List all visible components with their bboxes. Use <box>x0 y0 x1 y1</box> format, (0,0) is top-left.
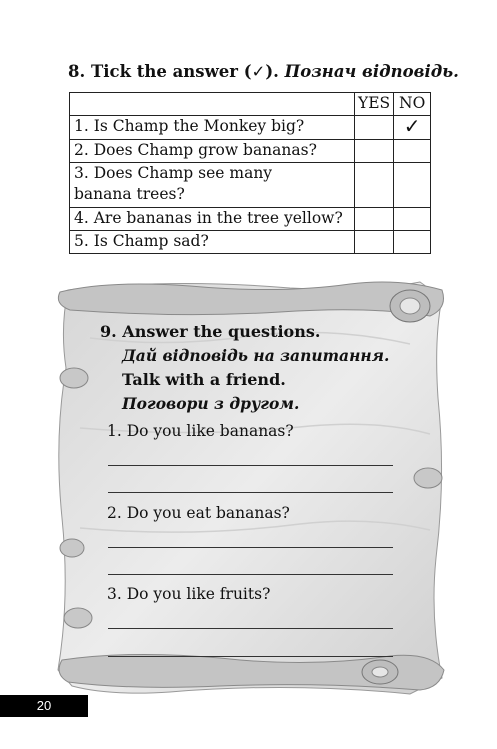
question-cell: 5. Is Champ sad? <box>70 231 355 254</box>
no-cell[interactable] <box>394 140 431 163</box>
header-yes: YES <box>354 93 393 116</box>
exercise-8-title <box>68 62 488 81</box>
no-cell[interactable] <box>394 231 431 254</box>
no-cell[interactable] <box>394 208 431 231</box>
answer-line[interactable] <box>108 656 393 657</box>
header-question <box>70 93 355 116</box>
no-cell[interactable] <box>394 163 431 208</box>
scroll-illustration <box>50 278 450 698</box>
answer-line[interactable] <box>108 492 393 493</box>
exercise-8-title-en: 8. Tick the answer ( <box>68 62 252 81</box>
parchment-scroll-background <box>50 278 450 698</box>
header-no: NO <box>394 93 431 116</box>
yes-cell[interactable] <box>354 208 393 231</box>
answer-line[interactable] <box>108 628 393 629</box>
exercise-9-title-uk: Дай відповідь на запитання. <box>122 346 390 365</box>
question-3: 3. Do you like fruits? <box>107 585 271 603</box>
answer-table <box>69 92 431 254</box>
exercise-9-title: 9. Answer the questions. <box>100 322 321 341</box>
no-cell[interactable] <box>394 116 431 140</box>
exercise-8-title-close: ). <box>265 62 279 81</box>
question-cell: 1. Is Champ the Monkey big? <box>70 116 355 140</box>
check-mark-icon: ✓ <box>403 114 421 138</box>
question-2: 2. Do you eat bananas? <box>107 504 290 522</box>
answer-line[interactable] <box>108 547 393 548</box>
question-cell: 2. Does Champ grow bananas? <box>70 140 355 163</box>
exercise-8-title-uk: Познач відповідь. <box>284 62 459 81</box>
table-row <box>70 163 431 208</box>
yes-cell[interactable] <box>354 231 393 254</box>
question-cell: 4. Are bananas in the tree yellow? <box>70 208 355 231</box>
exercise-9-subtitle: Talk with a friend. <box>122 370 286 389</box>
table-row <box>70 116 431 140</box>
question-1: 1. Do you like bananas? <box>107 422 294 440</box>
answer-line[interactable] <box>108 465 393 466</box>
answer-line[interactable] <box>108 574 393 575</box>
yes-cell[interactable] <box>354 116 393 140</box>
table-row <box>70 140 431 163</box>
question-cell: 3. Does Champ see many banana trees? <box>70 163 355 208</box>
page-number: 20 <box>0 695 88 717</box>
check-mark-icon: ✓ <box>251 62 266 81</box>
table-row <box>70 231 431 254</box>
table-header-row <box>70 93 431 116</box>
exercise-9-subtitle-uk: Поговори з другом. <box>122 394 300 413</box>
yes-cell[interactable] <box>354 140 393 163</box>
table-row <box>70 208 431 231</box>
yes-cell[interactable] <box>354 163 393 208</box>
